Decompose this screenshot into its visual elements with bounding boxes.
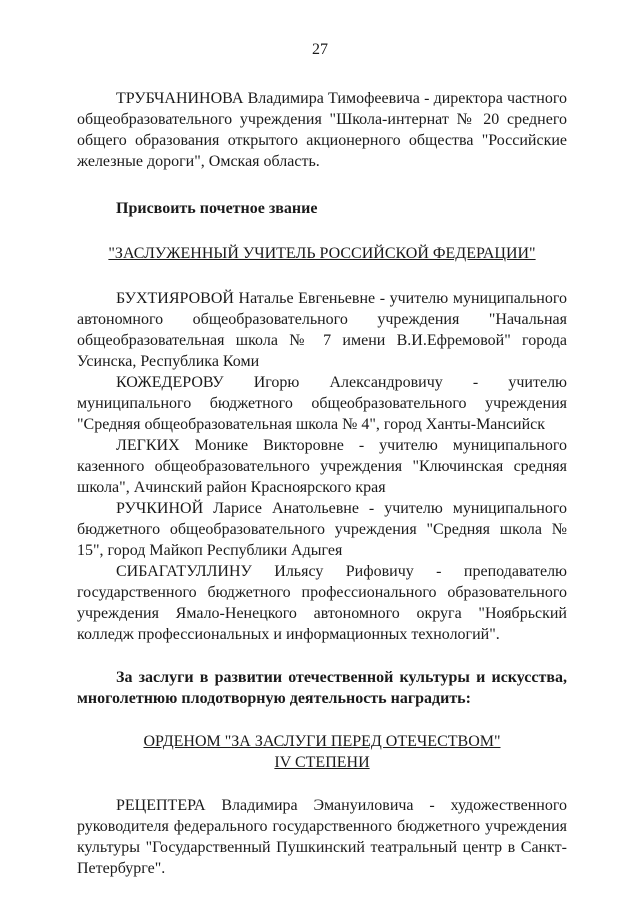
award-entry-sibagatullin: СИБАГАТУЛЛИНУ Ильясу Рифовичу - преподавателю государственного бюджетного профессионального образовательного учреждения Ямало-Ненецкого автономного округа "Ноябрьский колледж профессиональных и информационных технологий". xyxy=(77,563,567,643)
order-title-line2: IV СТЕПЕНИ xyxy=(274,754,370,771)
award-entry-kozhederov: КОЖЕДЕРОВУ Игорю Александровичу - учителю муниципального бюджетного общеобразовательного учреждения "Средняя общеобразовательная школа № 4", город Ханты-Мансийск xyxy=(77,374,567,433)
order-title-line1: ОРДЕНОМ "ЗА ЗАСЛУГИ ПЕРЕД ОТЕЧЕСТВОМ" xyxy=(143,733,501,750)
document-body xyxy=(77,88,567,879)
page-number: 27 xyxy=(312,41,328,58)
award-heading-culture: За заслуги в развитии отечественной культуры и искусства, многолетнюю плодотворную деятельность наградить: xyxy=(77,669,567,707)
award-entry-bukhtiyarova: БУХТИЯРОВОЙ Наталье Евгеньевне - учителю муниципального автономного общеобразовательного учреждения "Начальная общеобразовательная школа № 7 имени В.И.Ефремовой" города Усинска, Республика Коми xyxy=(77,290,567,370)
award-heading-honorary-title: Присвоить почетное звание xyxy=(116,200,318,217)
award-entry-ruchkina: РУЧКИНОЙ Ларисе Анатольевне - учителю муниципального бюджетного общеобразовательного учреждения "Средняя школа № 15", город Майкоп Республики Адыгея xyxy=(77,500,567,559)
honorary-title-name: "ЗАСЛУЖЕННЫЙ УЧИТЕЛЬ РОССИЙСКОЙ ФЕДЕРАЦИИ" xyxy=(108,245,536,262)
award-entry-trubchaninova: ТРУБЧАНИНОВА Владимира Тимофеевича - директора частного общеобразовательного учреждения "Школа-интернат № 20 среднего общего образования открытого акционерного общества "Российские железные дороги", Омская область. xyxy=(77,90,567,170)
award-entry-retsepter: РЕЦЕПТЕРА Владимира Эмануиловича - художественного руководителя федерального государственного бюджетного учреждения культуры "Государственный Пушкинский театральный центр в Санкт-Петербурге". xyxy=(77,797,567,877)
award-entry-legkikh: ЛЕГКИХ Монике Викторовне - учителю муниципального казенного общеобразовательного учреждения "Ключинская средняя школа", Ачинский район Красноярского края xyxy=(77,437,567,496)
